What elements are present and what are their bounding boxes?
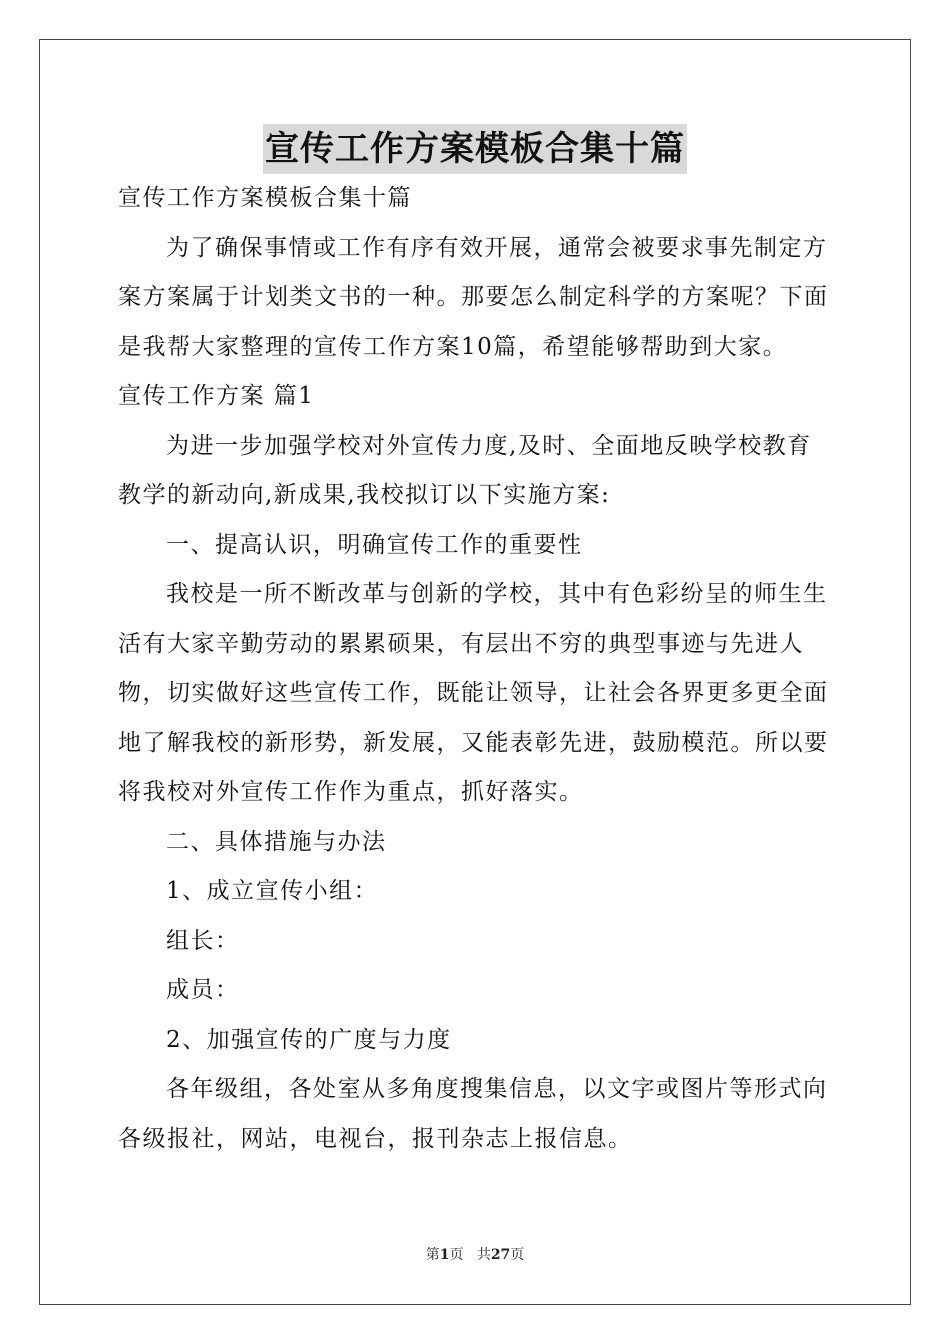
document-title: 宣传工作方案模板合集十篇 (263, 124, 687, 174)
paragraph: 组长： (166, 927, 240, 954)
paragraph: 一、提高认识，明确宣传工作的重要性 (166, 531, 583, 558)
paragraph: 宣传工作方案 篇1 (118, 383, 315, 409)
paragraph: 二、具体措施与办法 (166, 828, 387, 855)
paragraph: 为进一步加强学校对外宣传力度,及时、全面地反映学校教育教学的新动向,新成果,我校拟订以下实施方案: (118, 432, 812, 508)
paragraph: 为了确保事情或工作有序有效开展，通常会被要求事先制定方案方案属于计划类文书的一种。那要怎么制定科学的方案呢？下面是我帮大家整理的宣传工作方案10篇，希望能够帮助到大家。 (118, 234, 829, 360)
page-footer (0, 1244, 950, 1264)
page-suffix: 页 (449, 1247, 464, 1263)
document-body (118, 174, 832, 1164)
paragraph: 我校是一所不断改革与创新的学校，其中有色彩纷呈的师生生活有大家辛勤劳动的累累硕果，有层出不穷的典型事迹与先进人物，切实做好这些宣传工作，既能让领导，让社会各界更多更全面地了解我校的新形势，新发展，又能表彰先进，鼓励模范。所以要将我校对外宣传工作作为重点，抓好落实。 (118, 581, 829, 805)
paragraph: 成员： (166, 977, 240, 1003)
page-number: 1 (439, 1247, 450, 1263)
paragraph: 1、成立宣传小组： (166, 878, 379, 904)
total-prefix: 共 (476, 1247, 491, 1263)
total-suffix: 页 (510, 1247, 525, 1263)
paragraph: 2、加强宣传的广度与力度 (166, 1026, 452, 1053)
total-pages: 27 (490, 1247, 511, 1263)
paragraph: 宣传工作方案模板合集十篇 (118, 185, 412, 211)
title-container (0, 124, 950, 174)
paragraph: 各年级组，各处室从多角度搜集信息，以文字或图片等形式向各级报社，网站，电视台，报刊杂志上报信息。 (118, 1076, 828, 1152)
page-prefix: 第 (425, 1247, 440, 1263)
